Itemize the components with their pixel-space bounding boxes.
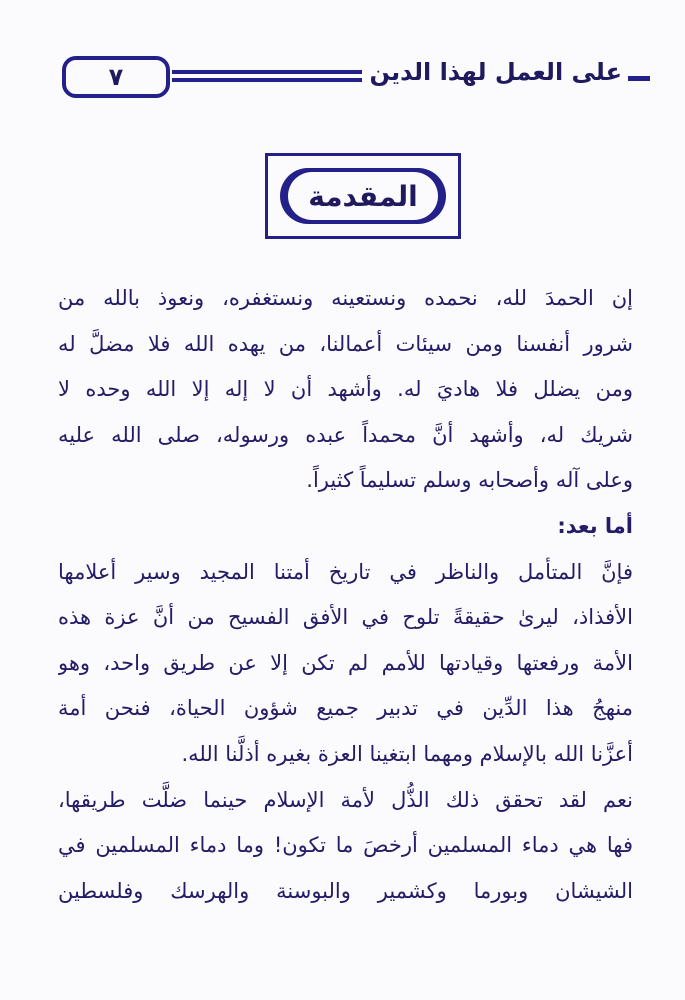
running-title: على العمل لهذا الدين <box>369 58 622 86</box>
body-text <box>58 276 633 914</box>
header-dash <box>628 76 650 81</box>
chapter-heading: المقدمة <box>308 179 418 213</box>
text-line: ومن يضلل فلا هاديَ له. وأشهد أن لا إله إلا الله وحده لا <box>58 377 633 402</box>
header-rule-line <box>172 70 362 74</box>
text-line: فها هي دماء المسلمين أرخصَ ما تكون! وما دماء المسلمين في <box>58 833 633 858</box>
chapter-heading-pill <box>288 172 438 220</box>
text-line: شريك له، وأشهد أنَّ محمداً عبده ورسوله، صلى الله عليه <box>58 422 633 447</box>
page-number: ٧ <box>108 63 124 91</box>
page-header <box>50 56 650 102</box>
chapter-heading-frame <box>265 153 461 239</box>
page-number-box <box>62 56 170 98</box>
chapter-heading-band <box>280 168 446 224</box>
text-line: وعلى آله وأصحابه وسلم تسليماً كثيراً. <box>306 468 633 493</box>
header-rule-line <box>172 78 362 82</box>
text-line: الشيشان وبورما وكشمير والبوسنة والهرسك وفلسطين <box>58 878 633 903</box>
section-label: أما بعد: <box>557 513 633 538</box>
text-line: الأفذاذ، ليرىٰ حقيقةً تلوح في الأفق الفسيح من أنَّ عزة هذه <box>58 605 633 630</box>
header-rule <box>172 70 362 84</box>
text-line: فإنَّ المتأمل والناظر في تاريخ أمتنا المجيد وسير أعلامها <box>58 559 633 584</box>
text-line: نعم لقد تحقق ذلك الذُّل لأمة الإسلام حينما ضلَّت طريقها، <box>58 787 633 812</box>
text-line: شرور أنفسنا ومن سيئات أعمالنا، من يهده الله فلا مضلَّ له <box>58 331 633 356</box>
text-line: الأمة ورفعتها وقيادتها للأمم لم تكن إلا عن طريق واحد، وهو <box>58 650 633 675</box>
text-line: إن الحمدَ لله، نحمده ونستعينه ونستغفره، ونعوذ بالله من <box>58 286 633 310</box>
text-line: منهجُ هذا الدِّين في تدبير جميع شؤون الحياة، فنحن أمة <box>58 696 633 721</box>
text-line: أعزَّنا الله بالإسلام ومهما ابتغينا العزة بغيره أذلَّنا الله. <box>181 741 633 766</box>
